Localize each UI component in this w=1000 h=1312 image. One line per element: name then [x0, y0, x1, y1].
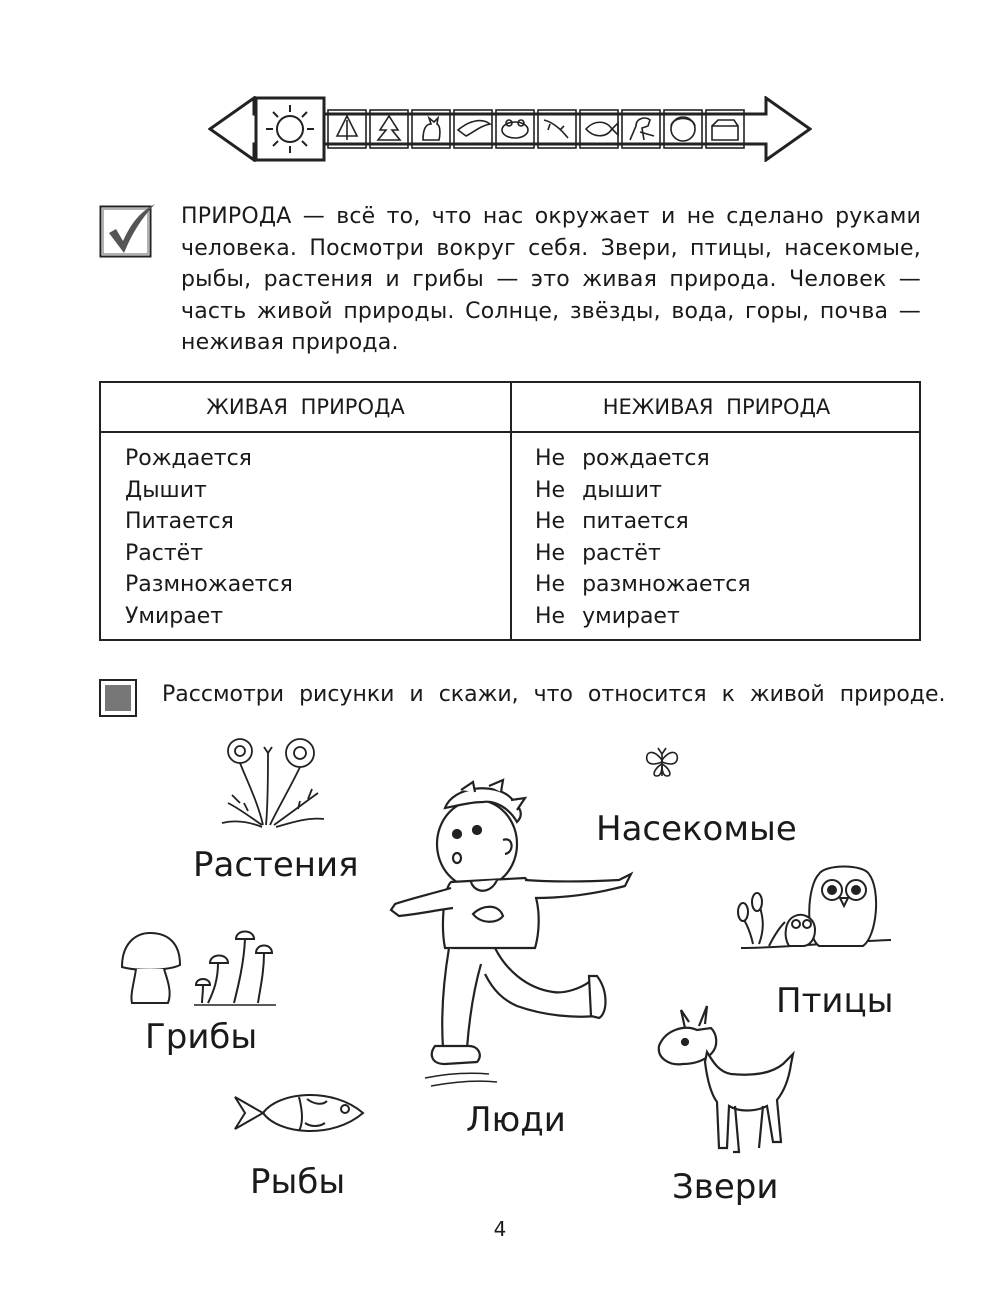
living-item: Умирает [125, 603, 224, 629]
checkmark-icon [99, 203, 153, 257]
intro-line: человека. Посмотри вокруг себя. Звери, птицы, насекомые, [181, 235, 921, 261]
nonliving-item: Не растёт [535, 540, 661, 566]
goat-icon [655, 1002, 800, 1162]
label-animals: Звери [672, 1167, 779, 1207]
topic-strip [208, 96, 812, 162]
task-square-icon [99, 679, 137, 717]
label-people: Люди [466, 1100, 566, 1140]
intro-line: рыбы, растения и грибы — это живая природа. Человек — [181, 267, 921, 292]
living-item: Растёт [125, 540, 204, 566]
living-column [125, 443, 293, 632]
owl-icon [735, 856, 895, 964]
intro-line: неживая природа. [181, 330, 399, 355]
nonliving-item: Не размножается [535, 572, 751, 597]
page-number: 4 [493, 1217, 507, 1241]
boy-icon [385, 778, 637, 1094]
table-divider [510, 383, 512, 639]
topic-strip-graphic [208, 96, 812, 162]
intro-line: ПРИРОДА — всё то, что нас окружает и не сделано руками [181, 204, 921, 229]
dandelion-icon [218, 733, 328, 833]
living-item: Рождается [125, 446, 252, 471]
intro-line: часть живой природы. Солнце, звёзды, вода, горы, почва — [181, 298, 921, 324]
mushroom-icon [118, 923, 278, 1008]
label-insects: Насекомые [596, 809, 797, 849]
label-mushrooms: Грибы [145, 1017, 258, 1057]
label-plants: Растения [193, 845, 359, 885]
living-item: Размножается [125, 572, 293, 597]
header-nonliving: НЕЖИВАЯ ПРИРОДА [602, 395, 831, 419]
nonliving-item: Не питается [535, 509, 689, 534]
label-fish: Рыбы [250, 1162, 346, 1202]
living-item: Дышит [125, 477, 207, 503]
intro-paragraph [181, 201, 921, 359]
header-living: ЖИВАЯ ПРИРОДА [206, 395, 405, 419]
fish-icon [229, 1083, 369, 1145]
table-header-divider [101, 431, 919, 433]
nonliving-column [535, 443, 751, 632]
butterfly-icon [641, 746, 683, 782]
living-item: Питается [125, 509, 234, 534]
task-instruction: Рассмотри рисунки и скажи, что относится к живой природе. [162, 682, 946, 707]
nonliving-item: Не умирает [535, 603, 680, 629]
label-birds: Птицы [776, 981, 894, 1021]
nonliving-item: Не дышит [535, 477, 662, 503]
nature-comparison-table [99, 381, 921, 641]
nonliving-item: Не рождается [535, 446, 710, 471]
